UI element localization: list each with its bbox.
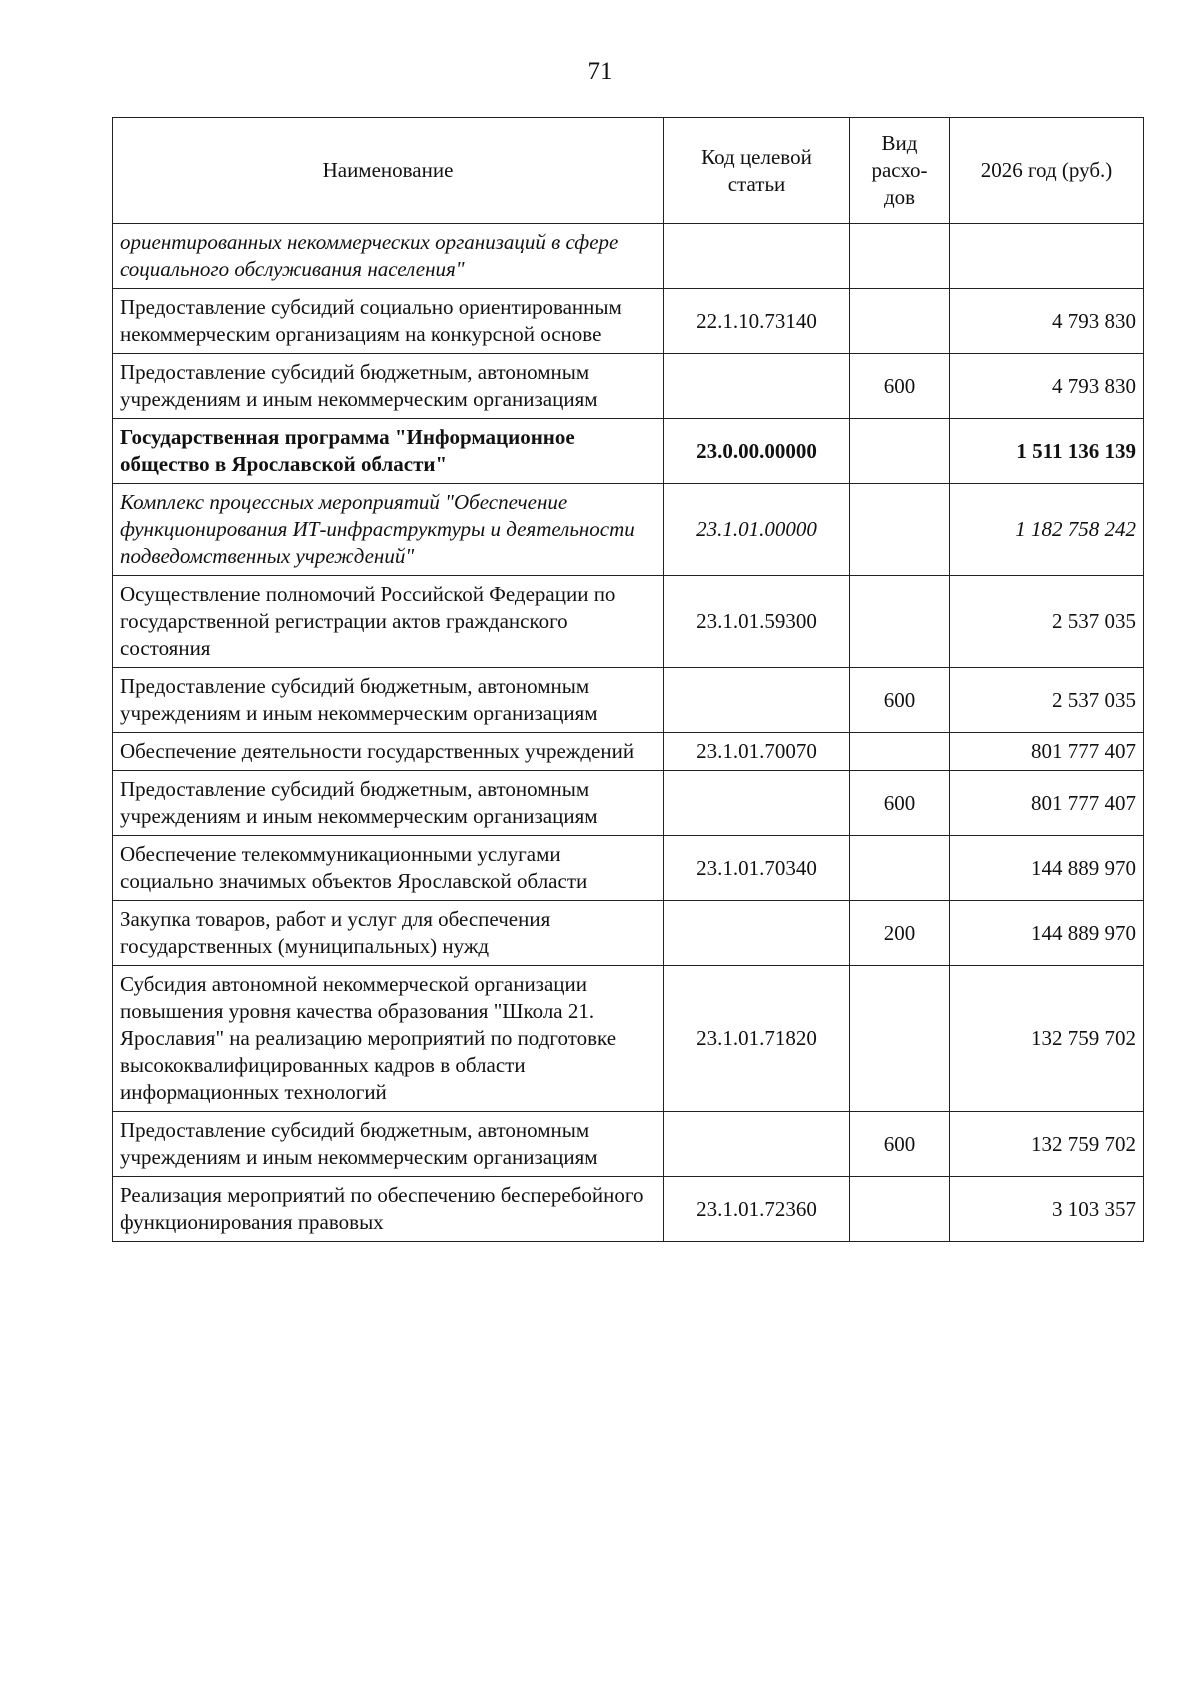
row-sum: 132 759 702 — [950, 966, 1144, 1112]
row-code: 23.1.01.70340 — [664, 836, 850, 901]
table-row — [113, 771, 1144, 836]
header-name: Наименование — [113, 118, 664, 224]
row-kind: 600 — [850, 354, 950, 419]
table-row — [113, 668, 1144, 733]
row-name: Предоставление субсидий социально ориентированным некоммерческим организациям на конкурсной основе — [113, 289, 664, 354]
row-kind: 600 — [850, 1112, 950, 1177]
row-name: Комплекс процессных мероприятий "Обеспечение функционирования ИТ-инфраструктуры и деятельности подведомственных учреждений" — [113, 484, 664, 576]
row-sum — [950, 224, 1144, 289]
row-name: ориентированных некоммерческих организаций в сфере социального обслуживания населения" — [113, 224, 664, 289]
table-row — [113, 419, 1144, 484]
row-name: Субсидия автономной некоммерческой организации повышения уровня качества образования "Школа 21. Ярославия" на реализацию мероприятий по подготовке высококвалифицированных кадров в области информационных технологий — [113, 966, 664, 1112]
row-name: Обеспечение телекоммуникационными услугами социально значимых объектов Ярославской области — [113, 836, 664, 901]
row-code — [664, 901, 850, 966]
row-sum: 801 777 407 — [950, 771, 1144, 836]
row-code: 23.1.01.71820 — [664, 966, 850, 1112]
table-row — [113, 224, 1144, 289]
row-name: Государственная программа "Информационное общество в Ярославской области" — [113, 419, 664, 484]
row-kind — [850, 224, 950, 289]
row-code: 23.0.00.00000 — [664, 419, 850, 484]
table-row — [113, 966, 1144, 1112]
table-row — [113, 484, 1144, 576]
row-name: Предоставление субсидий бюджетным, автономным учреждениям и иным некоммерческим организациям — [113, 668, 664, 733]
row-sum: 1 182 758 242 — [950, 484, 1144, 576]
table-row — [113, 836, 1144, 901]
row-code — [664, 224, 850, 289]
row-code: 23.1.01.70070 — [664, 733, 850, 771]
row-code: 23.1.01.00000 — [664, 484, 850, 576]
table-row — [113, 576, 1144, 668]
row-code: 23.1.01.59300 — [664, 576, 850, 668]
table-row — [113, 1112, 1144, 1177]
row-name: Предоставление субсидий бюджетным, автономным учреждениям и иным некоммерческим организациям — [113, 1112, 664, 1177]
table-header-row — [113, 118, 1144, 224]
row-sum: 4 793 830 — [950, 354, 1144, 419]
table-row — [113, 733, 1144, 771]
table-row — [113, 354, 1144, 419]
row-code — [664, 1112, 850, 1177]
header-code: Код целевой статьи — [664, 118, 850, 224]
row-kind — [850, 836, 950, 901]
row-name: Предоставление субсидий бюджетным, автономным учреждениям и иным некоммерческим организациям — [113, 771, 664, 836]
row-kind: 200 — [850, 901, 950, 966]
row-kind — [850, 289, 950, 354]
row-kind: 600 — [850, 771, 950, 836]
row-kind — [850, 1177, 950, 1242]
table-row — [113, 289, 1144, 354]
row-sum: 3 103 357 — [950, 1177, 1144, 1242]
row-sum: 801 777 407 — [950, 733, 1144, 771]
row-code — [664, 668, 850, 733]
row-sum: 144 889 970 — [950, 836, 1144, 901]
row-kind — [850, 576, 950, 668]
row-code: 22.1.10.73140 — [664, 289, 850, 354]
row-kind — [850, 966, 950, 1112]
table-row — [113, 901, 1144, 966]
row-kind — [850, 484, 950, 576]
row-name: Закупка товаров, работ и услуг для обеспечения государственных (муниципальных) нужд — [113, 901, 664, 966]
row-name: Реализация мероприятий по обеспечению бесперебойного функционирования правовых — [113, 1177, 664, 1242]
header-sum: 2026 год (руб.) — [950, 118, 1144, 224]
row-code — [664, 354, 850, 419]
row-sum: 4 793 830 — [950, 289, 1144, 354]
row-sum: 132 759 702 — [950, 1112, 1144, 1177]
page-number: 71 — [587, 58, 613, 85]
row-sum: 2 537 035 — [950, 668, 1144, 733]
row-kind: 600 — [850, 668, 950, 733]
row-code — [664, 771, 850, 836]
budget-table — [112, 117, 1144, 1242]
row-kind — [850, 733, 950, 771]
row-sum: 1 511 136 139 — [950, 419, 1144, 484]
row-code: 23.1.01.72360 — [664, 1177, 850, 1242]
table-row — [113, 1177, 1144, 1242]
header-kind: Вид расхо-дов — [850, 118, 950, 224]
row-name: Обеспечение деятельности государственных учреждений — [113, 733, 664, 771]
row-kind — [850, 419, 950, 484]
row-name: Предоставление субсидий бюджетным, автономным учреждениям и иным некоммерческим организациям — [113, 354, 664, 419]
row-sum: 144 889 970 — [950, 901, 1144, 966]
row-sum: 2 537 035 — [950, 576, 1144, 668]
row-name: Осуществление полномочий Российской Федерации по государственной регистрации актов гражданского состояния — [113, 576, 664, 668]
